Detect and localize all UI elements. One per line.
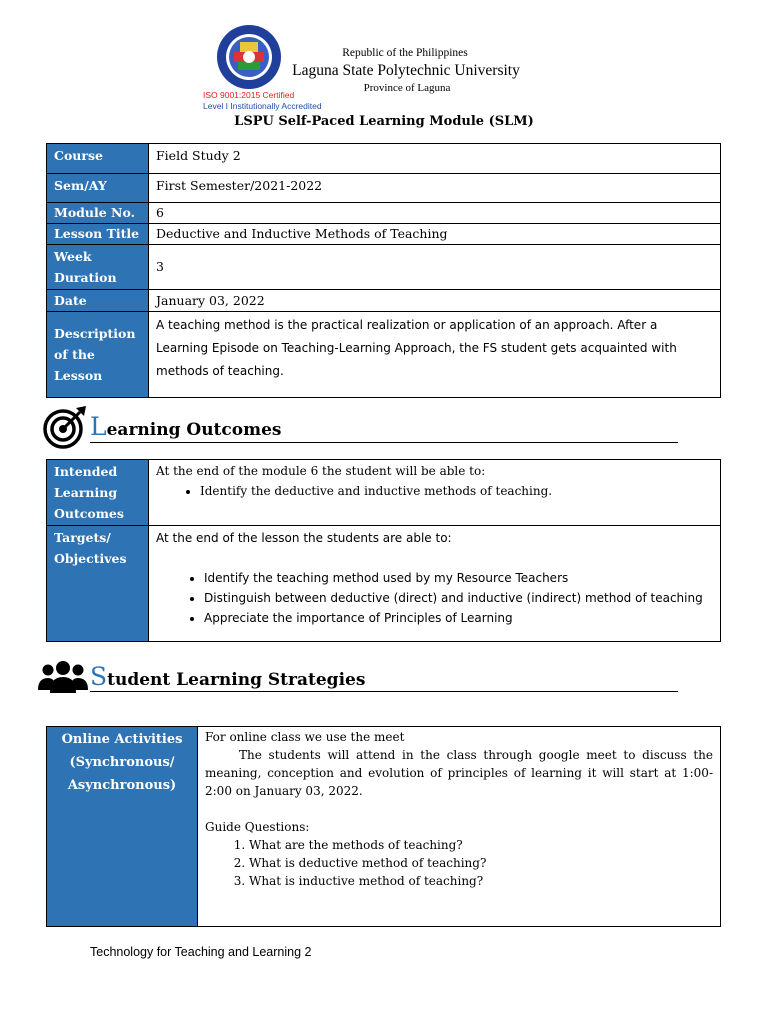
course-label: Course [47,144,149,174]
list-item: • Identify the deductive and inductive methods of teaching. [200,481,713,501]
week-duration-label [47,245,149,290]
targets-value [149,526,721,642]
description-line: methods of teaching. [156,364,284,378]
description-label [47,312,149,398]
description-value [149,312,721,398]
ilo-intro: At the end of the module 6 the student will be able to: [156,464,486,478]
list-item: 3. What is inductive method of teaching? [249,872,713,890]
duration-label-line: Duration [54,270,117,285]
heading-text: tudent Learning Strategies [107,670,366,690]
lesson-title-label: Lesson Title [47,224,149,245]
module-label: Module No. [47,203,149,224]
description-label-line: Lesson [54,368,103,383]
ilo-value [149,460,721,526]
ilo-list [156,481,713,501]
targets-label [47,526,149,642]
guide-questions-list [205,836,713,890]
strategies-heading [90,662,365,691]
targets-label-line: Objectives [54,551,127,566]
learning-outcomes-table [46,459,721,642]
targets-intro: At the end of the lesson the students are able to: [156,531,452,545]
week-duration-value: 3 [149,245,721,290]
list-item: • Appreciate the importance of Principles of Learning [204,608,713,628]
online-intro: For online class we use the meet [205,730,405,744]
date-label: Date [47,290,149,312]
description-line: Learning Episode on Teaching-Learning Approach, the FS student gets acquainted with [156,341,677,355]
ilo-label-line: Learning [54,485,118,500]
online-label-line: Asynchronous) [67,778,177,793]
iso-certification: ISO 9001:2015 Certified [203,90,295,100]
ilo-label-line: Intended [54,464,118,479]
guide-questions-label: Guide Questions: [205,820,310,834]
list-item: • Distinguish between deductive (direct) and inductive (indirect) method of teaching [204,588,713,608]
section-divider [90,442,678,443]
republic-text: Republic of the Philippines [342,47,468,59]
university-name: Laguna State Polytechnic University [292,62,520,79]
date-value: January 03, 2022 [149,290,721,312]
list-item: • Identify the teaching method used by my Resource Teachers [204,568,713,588]
online-paragraph: The students will attend in the class through google meet to discuss the meaning, conception and evolution of principles of learning it will start at 1:00-2:00 on January 03, 2022. [205,748,713,798]
group-icon [38,660,88,694]
lesson-title-value: Deductive and Inductive Methods of Teaching [149,224,721,245]
module-value: 6 [149,203,721,224]
description-label-line: of the [54,347,95,362]
target-icon [42,404,88,450]
strategies-table [46,726,721,927]
heading-initial: S [90,662,108,691]
module-info-table [46,143,721,398]
list-item: 1. What are the methods of teaching? [249,836,713,854]
semay-label: Sem/AY [47,174,149,203]
accreditation-level: Level I Institutionally Accredited [203,101,322,111]
page-footer: Technology for Teaching and Learning 2 [90,945,312,959]
online-label-line: Online Activities [61,732,183,747]
targets-list [156,568,713,628]
ilo-label-line: Outcomes [54,506,124,521]
ilo-label [47,460,149,526]
online-activities-label [47,727,198,927]
description-line: A teaching method is the practical realization or application of an approach. After a [156,318,658,332]
heading-text: earning Outcomes [106,420,282,440]
course-value: Field Study 2 [149,144,721,174]
section-divider [90,691,678,692]
learning-outcomes-heading [90,412,281,441]
list-item: 2. What is deductive method of teaching? [249,854,713,872]
province-text: Province of Laguna [363,82,451,94]
heading-initial: L [90,412,107,441]
online-activities-value [198,727,721,927]
description-label-line: Description [54,326,136,341]
online-label-line: (Synchronous/ [69,755,175,770]
module-title: LSPU Self-Paced Learning Module (SLM) [234,114,534,129]
semay-value: First Semester/2021-2022 [149,174,721,203]
targets-label-line: Targets/ [54,530,111,545]
week-label-line: Week [54,249,92,264]
